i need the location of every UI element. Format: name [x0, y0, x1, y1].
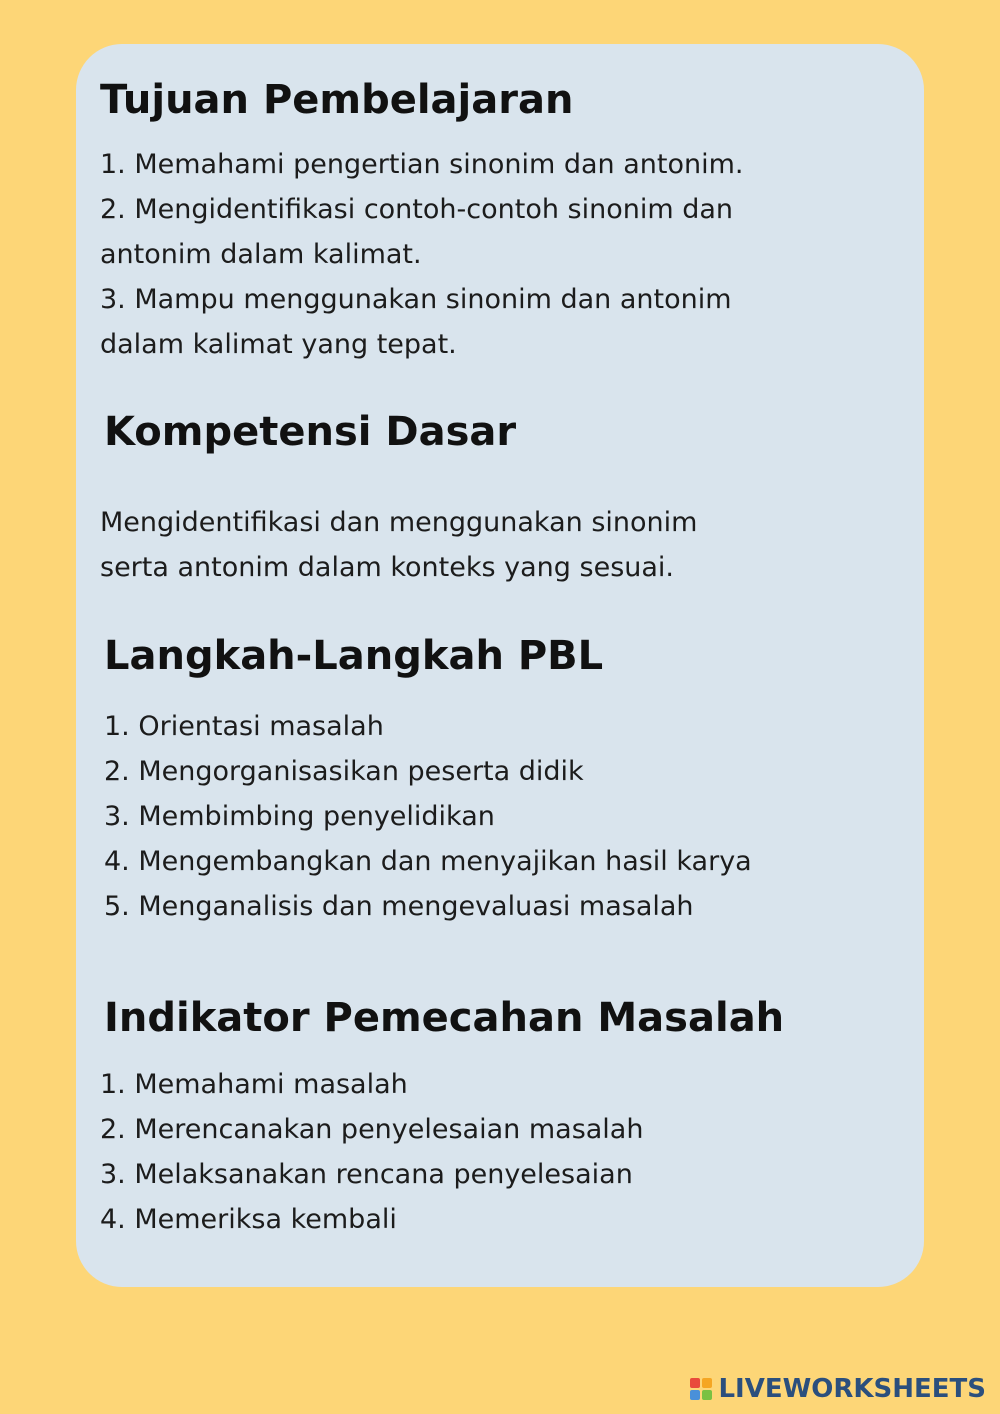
liveworksheets-watermark: [690, 1374, 986, 1404]
list-item: 1. Memahami masalah: [100, 1069, 408, 1100]
indikator-heading: Indikator Pemecahan Masalah: [104, 995, 785, 1041]
list-item: 5. Menganalisis dan mengevaluasi masalah: [104, 891, 694, 922]
tujuan-heading: Tujuan Pembelajaran: [100, 77, 574, 123]
watermark-text: LIVEWORKSHEETS: [718, 1374, 986, 1404]
indikator-list: [100, 1062, 643, 1242]
tujuan-line: antonim dalam kalimat.: [100, 239, 422, 270]
tujuan-line: 2. Mengidentifikasi contoh-contoh sinonim dan: [100, 194, 734, 225]
tujuan-text: [100, 142, 744, 367]
list-item: 4. Memeriksa kembali: [100, 1204, 397, 1235]
kompetensi-heading: Kompetensi Dasar: [104, 409, 517, 455]
list-item: 3. Membimbing penyelidikan: [104, 801, 495, 832]
list-item: 2. Mengorganisasikan peserta didik: [104, 756, 584, 787]
tujuan-line: dalam kalimat yang tepat.: [100, 329, 457, 360]
list-item: 4. Mengembangkan dan menyajikan hasil karya: [104, 846, 752, 877]
list-item: 3. Melaksanakan rencana penyelesaian: [100, 1159, 633, 1190]
liveworksheets-logo-icon: [690, 1378, 712, 1400]
kompetensi-text: [100, 500, 697, 590]
list-item: 1. Orientasi masalah: [104, 711, 384, 742]
list-item: 2. Merencanakan penyelesaian masalah: [100, 1114, 644, 1145]
tujuan-line: 1. Memahami pengertian sinonim dan antonim.: [100, 149, 744, 180]
kompetensi-line: serta antonim dalam konteks yang sesuai.: [100, 552, 675, 583]
kompetensi-line: Mengidentifikasi dan menggunakan sinonim: [100, 507, 698, 538]
langkah-heading: Langkah-Langkah PBL: [104, 633, 604, 679]
langkah-list: [104, 704, 752, 929]
tujuan-line: 3. Mampu menggunakan sinonim dan antonim: [100, 284, 732, 315]
